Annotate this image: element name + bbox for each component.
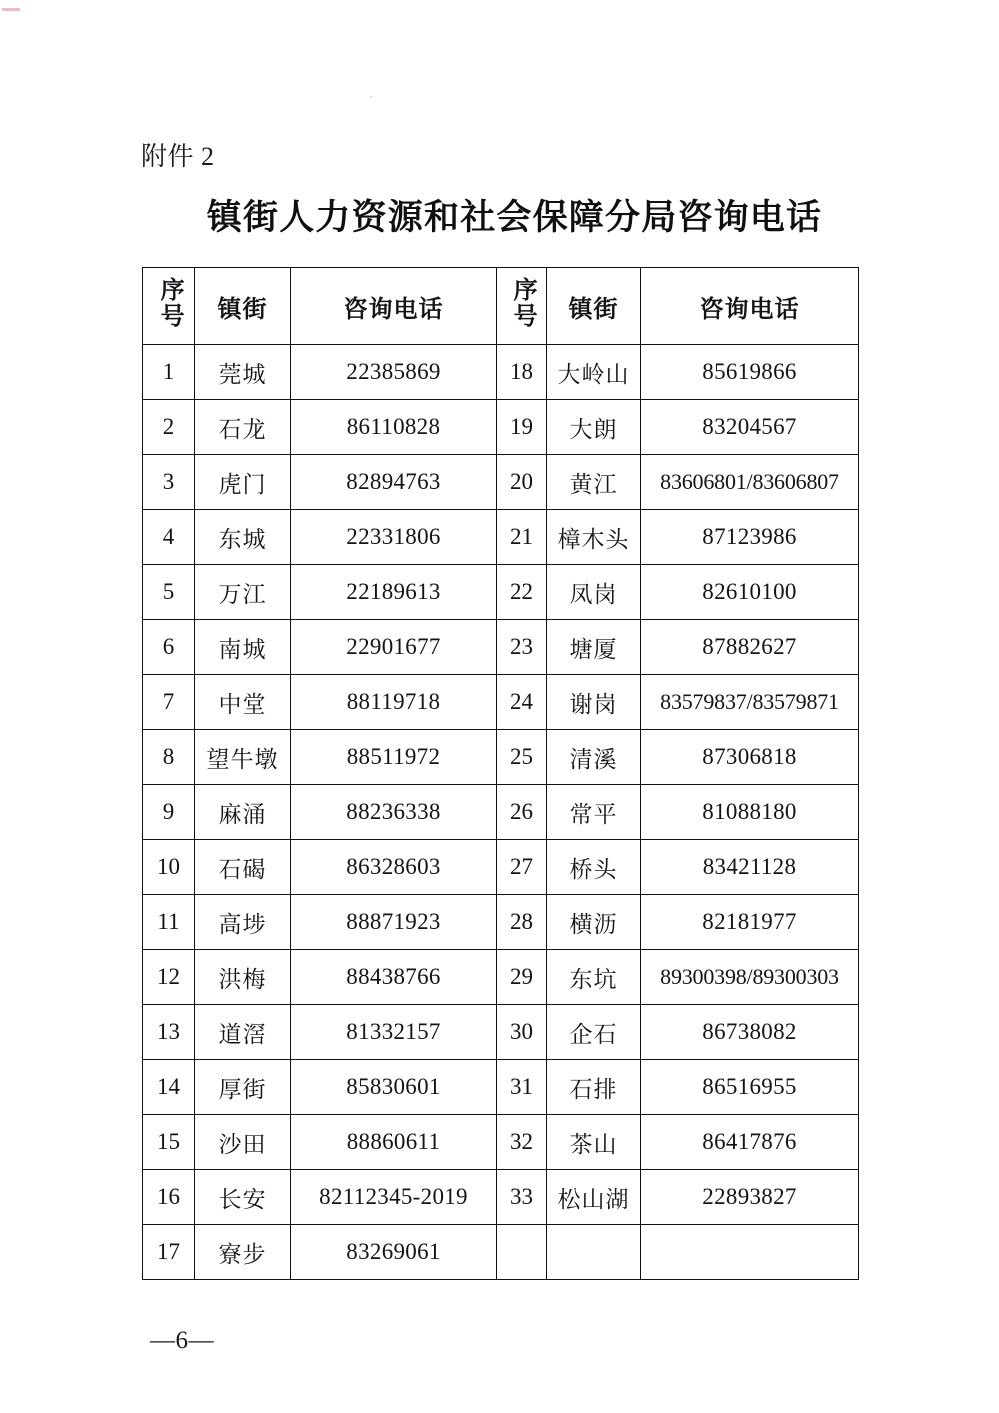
cell-town-left: 麻涌 bbox=[195, 785, 291, 840]
cell-seq-left: 12 bbox=[143, 950, 195, 1005]
scan-speck bbox=[370, 96, 372, 98]
table-row bbox=[143, 1225, 859, 1280]
table-row bbox=[143, 1115, 859, 1170]
cell-phone-right: 22893827 bbox=[641, 1170, 859, 1225]
cell-seq-right: 30 bbox=[497, 1005, 547, 1060]
cell-town-right: 谢岗 bbox=[547, 675, 641, 730]
column-header-town-left: 镇街 bbox=[195, 268, 291, 345]
cell-phone-right: 83204567 bbox=[641, 400, 859, 455]
cell-phone-left: 86328603 bbox=[291, 840, 497, 895]
table-row bbox=[143, 510, 859, 565]
cell-phone-right: 85619866 bbox=[641, 345, 859, 400]
cell-town-right: 企石 bbox=[547, 1005, 641, 1060]
cell-seq-left: 9 bbox=[143, 785, 195, 840]
column-header-seq-left bbox=[143, 268, 195, 345]
cell-town-left: 莞城 bbox=[195, 345, 291, 400]
cell-seq-right: 19 bbox=[497, 400, 547, 455]
table-row bbox=[143, 345, 859, 400]
cell-phone-right: 82610100 bbox=[641, 565, 859, 620]
cell-seq-right: 18 bbox=[497, 345, 547, 400]
cell-phone-right: 87306818 bbox=[641, 730, 859, 785]
table-row bbox=[143, 565, 859, 620]
cell-phone-left: 22331806 bbox=[291, 510, 497, 565]
cell-town-left: 东城 bbox=[195, 510, 291, 565]
cell-town-left: 南城 bbox=[195, 620, 291, 675]
cell-town-left: 中堂 bbox=[195, 675, 291, 730]
cell-seq-right: 33 bbox=[497, 1170, 547, 1225]
cell-phone-right: 82181977 bbox=[641, 895, 859, 950]
cell-seq-left: 17 bbox=[143, 1225, 195, 1280]
cell-phone-right: 87882627 bbox=[641, 620, 859, 675]
cell-town-right: 塘厦 bbox=[547, 620, 641, 675]
cell-seq-right: 24 bbox=[497, 675, 547, 730]
cell-seq-right: 27 bbox=[497, 840, 547, 895]
cell-town-left: 沙田 bbox=[195, 1115, 291, 1170]
cell-seq-right: 31 bbox=[497, 1060, 547, 1115]
table-row bbox=[143, 675, 859, 730]
cell-seq-left: 1 bbox=[143, 345, 195, 400]
cell-town-right: 清溪 bbox=[547, 730, 641, 785]
page-number-footer: —6— bbox=[150, 1327, 214, 1354]
column-header-seq-left-label: 序号 bbox=[156, 276, 183, 329]
cell-town-right: 黄江 bbox=[547, 455, 641, 510]
cell-town-left: 高埗 bbox=[195, 895, 291, 950]
table-row bbox=[143, 455, 859, 510]
table-row bbox=[143, 1060, 859, 1115]
cell-seq-left: 8 bbox=[143, 730, 195, 785]
cell-town-left: 寮步 bbox=[195, 1225, 291, 1280]
cell-phone-left: 85830601 bbox=[291, 1060, 497, 1115]
cell-phone-left: 88860611 bbox=[291, 1115, 497, 1170]
column-header-phone-right: 咨询电话 bbox=[641, 268, 859, 345]
cell-phone-right: 87123986 bbox=[641, 510, 859, 565]
cell-phone-right: 89300398/89300303 bbox=[641, 950, 859, 1005]
column-header-seq-right bbox=[497, 268, 547, 345]
cell-phone-right: 81088180 bbox=[641, 785, 859, 840]
cell-seq-right: 25 bbox=[497, 730, 547, 785]
cell-seq-right bbox=[497, 1225, 547, 1280]
table-row bbox=[143, 400, 859, 455]
table-row bbox=[143, 895, 859, 950]
cell-phone-left: 86110828 bbox=[291, 400, 497, 455]
cell-seq-right: 22 bbox=[497, 565, 547, 620]
cell-town-right: 石排 bbox=[547, 1060, 641, 1115]
cell-phone-right: 83579837/83579871 bbox=[641, 675, 859, 730]
column-header-phone-left: 咨询电话 bbox=[291, 268, 497, 345]
cell-town-right: 东坑 bbox=[547, 950, 641, 1005]
cell-seq-left: 4 bbox=[143, 510, 195, 565]
cell-phone-right: 86738082 bbox=[641, 1005, 859, 1060]
cell-seq-left: 16 bbox=[143, 1170, 195, 1225]
cell-town-left: 望牛墩 bbox=[195, 730, 291, 785]
cell-phone-right: 83421128 bbox=[641, 840, 859, 895]
cell-phone-left: 22901677 bbox=[291, 620, 497, 675]
cell-town-right: 松山湖 bbox=[547, 1170, 641, 1225]
cell-seq-left: 6 bbox=[143, 620, 195, 675]
cell-town-right: 樟木头 bbox=[547, 510, 641, 565]
cell-phone-left: 88511972 bbox=[291, 730, 497, 785]
cell-town-left: 虎门 bbox=[195, 455, 291, 510]
cell-town-left: 万江 bbox=[195, 565, 291, 620]
cell-phone-left: 88119718 bbox=[291, 675, 497, 730]
cell-seq-left: 13 bbox=[143, 1005, 195, 1060]
column-header-seq-right-label: 序号 bbox=[509, 276, 536, 329]
attachment-label: 附件 2 bbox=[141, 142, 215, 171]
column-header-town-right: 镇街 bbox=[547, 268, 641, 345]
cell-town-right bbox=[547, 1225, 641, 1280]
cell-town-right: 常平 bbox=[547, 785, 641, 840]
cell-seq-left: 11 bbox=[143, 895, 195, 950]
cell-phone-left: 83269061 bbox=[291, 1225, 497, 1280]
cell-phone-left: 22385869 bbox=[291, 345, 497, 400]
cell-phone-left: 81332157 bbox=[291, 1005, 497, 1060]
cell-seq-left: 14 bbox=[143, 1060, 195, 1115]
cell-phone-left: 22189613 bbox=[291, 565, 497, 620]
cell-seq-right: 29 bbox=[497, 950, 547, 1005]
cell-town-right: 大朗 bbox=[547, 400, 641, 455]
cell-seq-right: 20 bbox=[497, 455, 547, 510]
cell-town-left: 石龙 bbox=[195, 400, 291, 455]
phone-directory-table bbox=[142, 267, 859, 1280]
cell-town-left: 洪梅 bbox=[195, 950, 291, 1005]
cell-phone-left: 88438766 bbox=[291, 950, 497, 1005]
table-body bbox=[143, 345, 859, 1280]
cell-seq-right: 32 bbox=[497, 1115, 547, 1170]
cell-seq-left: 5 bbox=[143, 565, 195, 620]
cell-town-right: 横沥 bbox=[547, 895, 641, 950]
cell-phone-left: 82894763 bbox=[291, 455, 497, 510]
cell-phone-left: 88871923 bbox=[291, 895, 497, 950]
table-row bbox=[143, 730, 859, 785]
cell-town-left: 石碣 bbox=[195, 840, 291, 895]
cell-phone-left: 88236338 bbox=[291, 785, 497, 840]
table-row bbox=[143, 785, 859, 840]
table-row bbox=[143, 950, 859, 1005]
table-row bbox=[143, 840, 859, 895]
cell-seq-right: 26 bbox=[497, 785, 547, 840]
cell-town-left: 长安 bbox=[195, 1170, 291, 1225]
cell-phone-left: 82112345-2019 bbox=[291, 1170, 497, 1225]
cell-seq-left: 3 bbox=[143, 455, 195, 510]
page-title: 镇街人力资源和社会保障分局咨询电话 bbox=[206, 198, 823, 237]
cell-town-right: 凤岗 bbox=[547, 565, 641, 620]
table-header-row bbox=[143, 268, 859, 345]
cell-seq-right: 23 bbox=[497, 620, 547, 675]
table-row bbox=[143, 620, 859, 675]
table-row bbox=[143, 1170, 859, 1225]
cell-town-left: 厚街 bbox=[195, 1060, 291, 1115]
phone-directory-table-container bbox=[142, 267, 858, 1280]
cell-seq-right: 28 bbox=[497, 895, 547, 950]
cell-town-right: 桥头 bbox=[547, 840, 641, 895]
cell-seq-right: 21 bbox=[497, 510, 547, 565]
cell-town-right: 茶山 bbox=[547, 1115, 641, 1170]
cell-seq-left: 15 bbox=[143, 1115, 195, 1170]
cell-seq-left: 2 bbox=[143, 400, 195, 455]
cell-town-right: 大岭山 bbox=[547, 345, 641, 400]
cell-phone-right: 86516955 bbox=[641, 1060, 859, 1115]
scan-artifact bbox=[2, 8, 20, 11]
cell-phone-right: 83606801/83606807 bbox=[641, 455, 859, 510]
table-row bbox=[143, 1005, 859, 1060]
cell-phone-right bbox=[641, 1225, 859, 1280]
cell-town-left: 道滘 bbox=[195, 1005, 291, 1060]
cell-seq-left: 10 bbox=[143, 840, 195, 895]
cell-seq-left: 7 bbox=[143, 675, 195, 730]
cell-phone-right: 86417876 bbox=[641, 1115, 859, 1170]
